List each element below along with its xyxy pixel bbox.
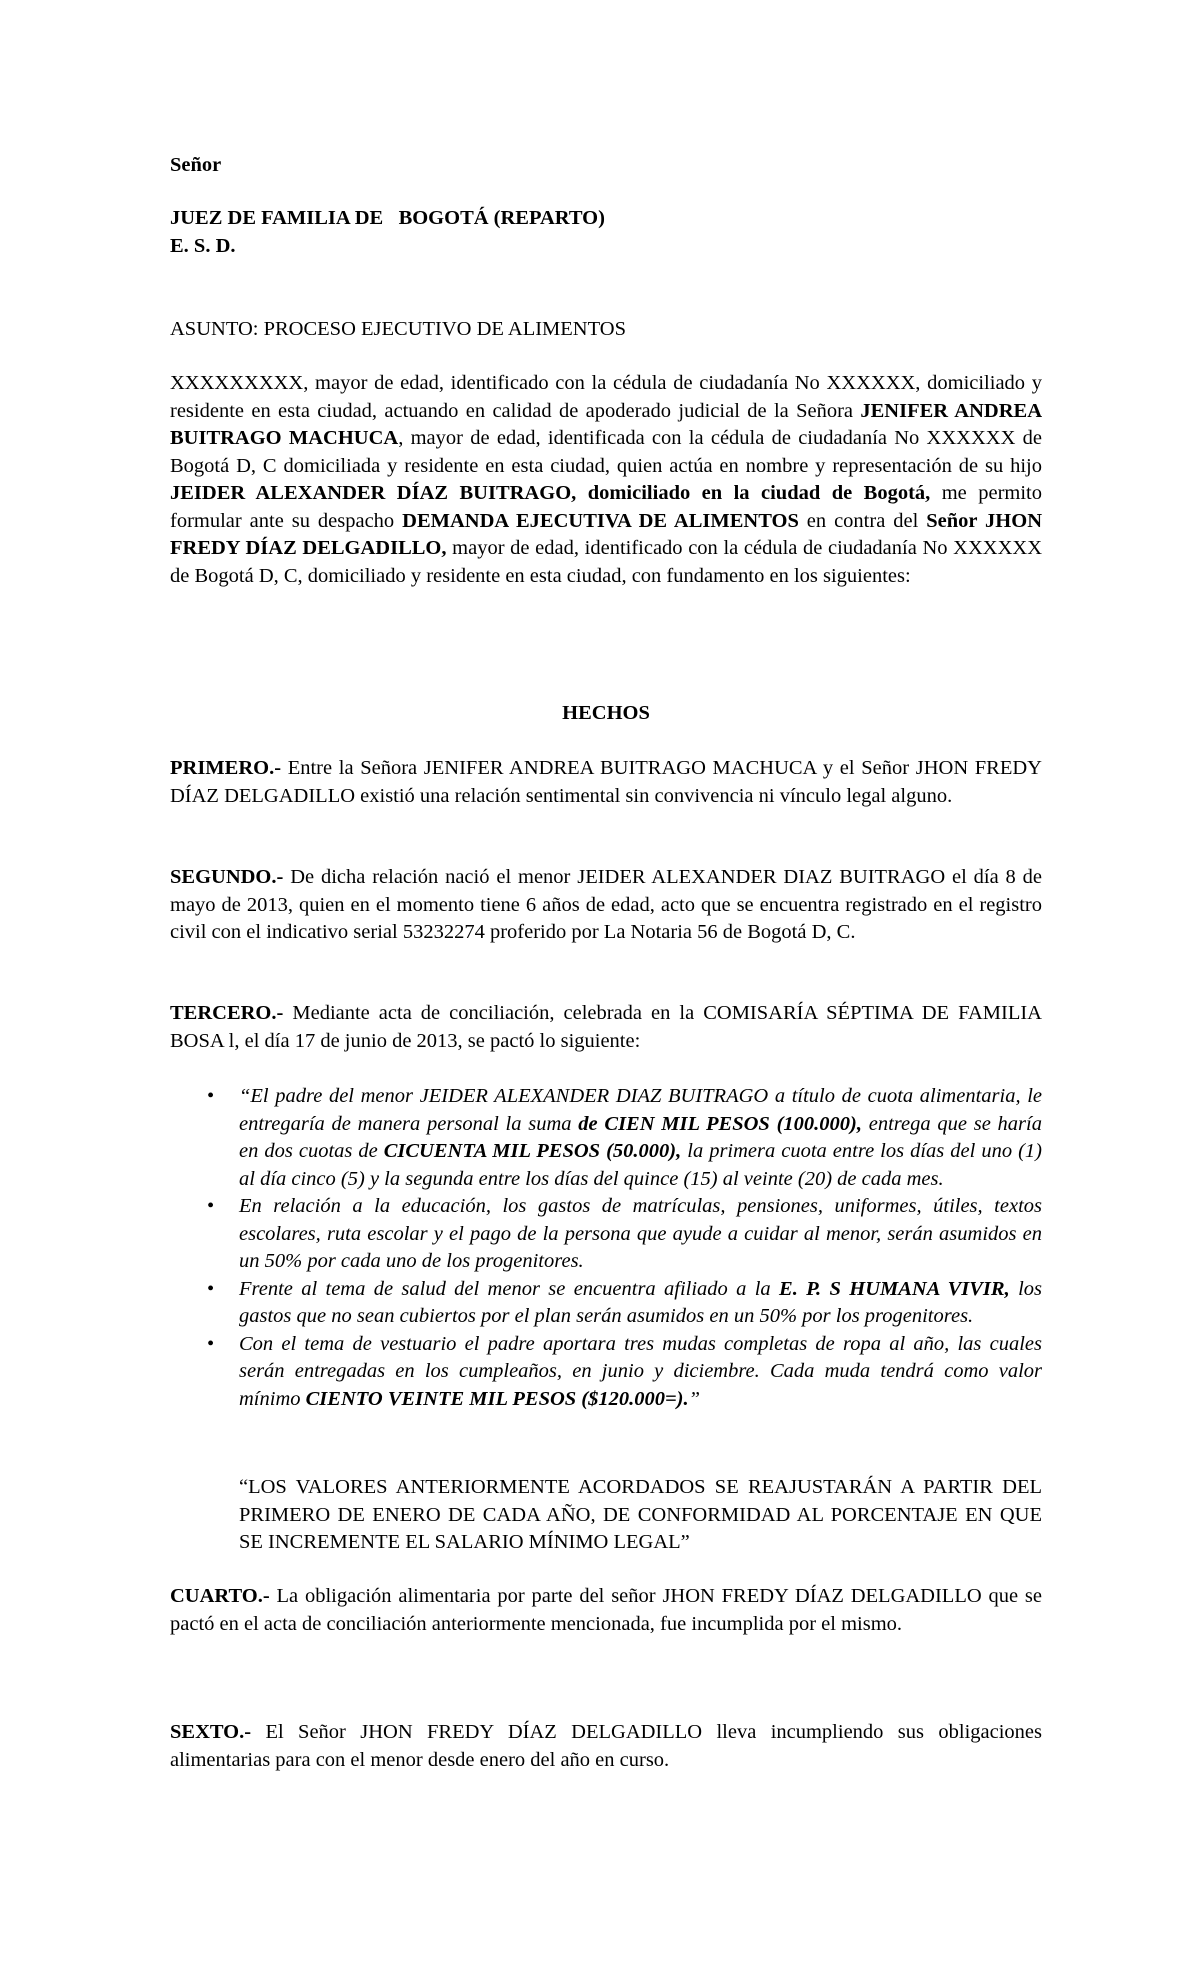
bullet-marker: • — [207, 1085, 215, 1107]
agreement-text: ” — [688, 1387, 701, 1410]
agreement-text: Con el tema de vestuario el padre aportara tres mudas completas de ropa al año, las cuales serán entregadas en los cumpleaños, en junio y diciembre. Cada muda tendrá como valor mínimo — [239, 1332, 1042, 1410]
fact-sexto — [170, 1719, 1042, 1774]
bullet-marker: • — [207, 1195, 215, 1217]
fact-cuarto-text: La obligación alimentaria por parte del señor JHON FREDY DÍAZ DELGADILLO que se pactó en el acta de conciliación anteriormente mencionada, fue incumplida por el mismo. — [170, 1585, 1042, 1635]
intro-paragraph — [170, 370, 1042, 590]
fact-segundo — [170, 864, 1042, 947]
intro-text-5: mayor de edad, identificado con la cédula de ciudadanía No XXXXXX de Bogotá D, C, domiciliado y residente en esta ciudad, con fundamento en los siguientes: — [170, 537, 1042, 587]
intro-plaintiff-name: JENIFER ANDREA BUITRAGO MACHUCA — [170, 399, 1042, 449]
fact-tercero — [170, 1000, 1042, 1055]
agreement-eps-name: E. P. S HUMANA VIVIR, — [779, 1277, 1010, 1300]
recipient-line-1: JUEZ DE FAMILIA DE BOGOTÁ (REPARTO) — [170, 207, 605, 229]
intro-text-1: XXXXXXXXX, mayor de edad, identificado con la cédula de ciudadanía No XXXXXX, domiciliado y residente en esta ciudad, actuando en calidad de apoderado judicial de la Señora — [170, 372, 1042, 422]
agreement-item-salud — [170, 1276, 1042, 1331]
fact-segundo-text: De dicha relación nació el menor JEIDER ALEXANDER DIAZ BUITRAGO el día 8 de mayo de 2013, quien en el momento tiene 6 años de edad, acto que se encuentra registrado en el registro civil con el indicativo serial 53232274 proferido por La Notaria 56 de Bogotá D, C. — [170, 866, 1042, 943]
fact-segundo-label: SEGUNDO.- — [170, 866, 284, 888]
agreement-text: Frente al tema de salud del menor se encuentra afiliado a la — [239, 1277, 780, 1300]
intro-defendant-name: Señor JHON FREDY DÍAZ DELGADILLO, — [170, 509, 1042, 559]
fact-tercero-text: Mediante acta de conciliación, celebrada en la COMISARÍA SÉPTIMA DE FAMILIA BOSA l, el día 17 de junio de 2013, se pactó lo siguiente: — [170, 1002, 1042, 1052]
agreement-text: entrega que se haría en dos cuotas de — [239, 1112, 1042, 1162]
intro-demand-title: DEMANDA EJECUTIVA DE ALIMENTOS — [402, 509, 799, 532]
agreement-amount: CIENTO VEINTE MIL PESOS ($120.000=). — [305, 1387, 689, 1410]
agreement-text: la primera cuota entre los días del uno (1) al día cinco (5) y la segunda entre los días del quince (15) al veinte (20) de cada mes. — [239, 1140, 1043, 1190]
fact-tercero-label: TERCERO.- — [170, 1002, 284, 1024]
intro-text-4: en contra del — [798, 509, 927, 532]
agreement-text: En relación a la educación, los gastos de matrículas, pensiones, uniformes, útiles, textos escolares, ruta escolar y el pago de la persona que ayude a cuidar al menor, serán asumidos en un 50% por cada uno de los progenitores. — [239, 1195, 1042, 1272]
fact-sexto-label: SEXTO.- — [170, 1721, 252, 1743]
bullet-marker: • — [207, 1277, 215, 1300]
intro-text-2: , mayor de edad, identificada con la cédula de ciudadanía No XXXXXX de Bogotá D, C domiciliada y residente en esta ciudad, quien actúa en nombre y representación de su hijo — [170, 427, 1042, 477]
agreement-text: los gastos que no sean cubiertos por el plan serán asumidos en un 50% por los progenitores. — [239, 1277, 1042, 1327]
intro-child-name: JEIDER ALEXANDER DÍAZ BUITRAGO, domiciliado en la ciudad de Bogotá, — [170, 482, 931, 504]
agreement-amount: CICUENTA MIL PESOS (50.000), — [383, 1140, 682, 1162]
agreement-amount: de CIEN MIL PESOS (100.000), — [578, 1112, 862, 1135]
section-title-hechos: HECHOS — [562, 702, 650, 724]
agreement-text: “El padre del menor JEIDER ALEXANDER DIAZ BUITRAGO a título de cuota alimentaria, le entregaría de manera personal la suma — [239, 1085, 1042, 1135]
subject-line: ASUNTO: PROCESO EJECUTIVO DE ALIMENTOS — [170, 318, 626, 340]
salutation: Señor — [170, 154, 222, 176]
fact-primero-label: PRIMERO.- — [170, 757, 282, 779]
bullet-marker: • — [207, 1332, 215, 1355]
fact-primero — [170, 755, 1042, 810]
agreement-item-vestuario — [170, 1331, 1042, 1414]
recipient-line-2: E. S. D. — [170, 235, 236, 257]
agreement-item-cuota — [170, 1083, 1042, 1193]
agreement-list — [170, 1083, 1042, 1413]
fact-primero-text: Entre la Señora JENIFER ANDREA BUITRAGO MACHUCA y el Señor JHON FREDY DÍAZ DELGADILLO existió una relación sentimental sin convivencia ni vínculo legal alguno. — [170, 757, 1042, 807]
fact-sexto-text: El Señor JHON FREDY DÍAZ DELGADILLO lleva incumpliendo sus obligaciones alimentarias para con el menor desde enero del año en curso. — [170, 1721, 1042, 1771]
fact-cuarto — [170, 1583, 1042, 1638]
agreement-item-educacion — [170, 1193, 1042, 1276]
adjustment-clause: “LOS VALORES ANTERIORMENTE ACORDADOS SE REAJUSTARÁN A PARTIR DEL PRIMERO DE ENERO DE CADA AÑO, DE CONFORMIDAD AL PORCENTAJE EN QUE SE INCREMENTE EL SALARIO MÍNIMO LEGAL” — [239, 1476, 1042, 1553]
intro-text-3: me permito formular ante su despacho — [170, 482, 1042, 532]
fact-cuarto-label: CUARTO.- — [170, 1585, 270, 1607]
